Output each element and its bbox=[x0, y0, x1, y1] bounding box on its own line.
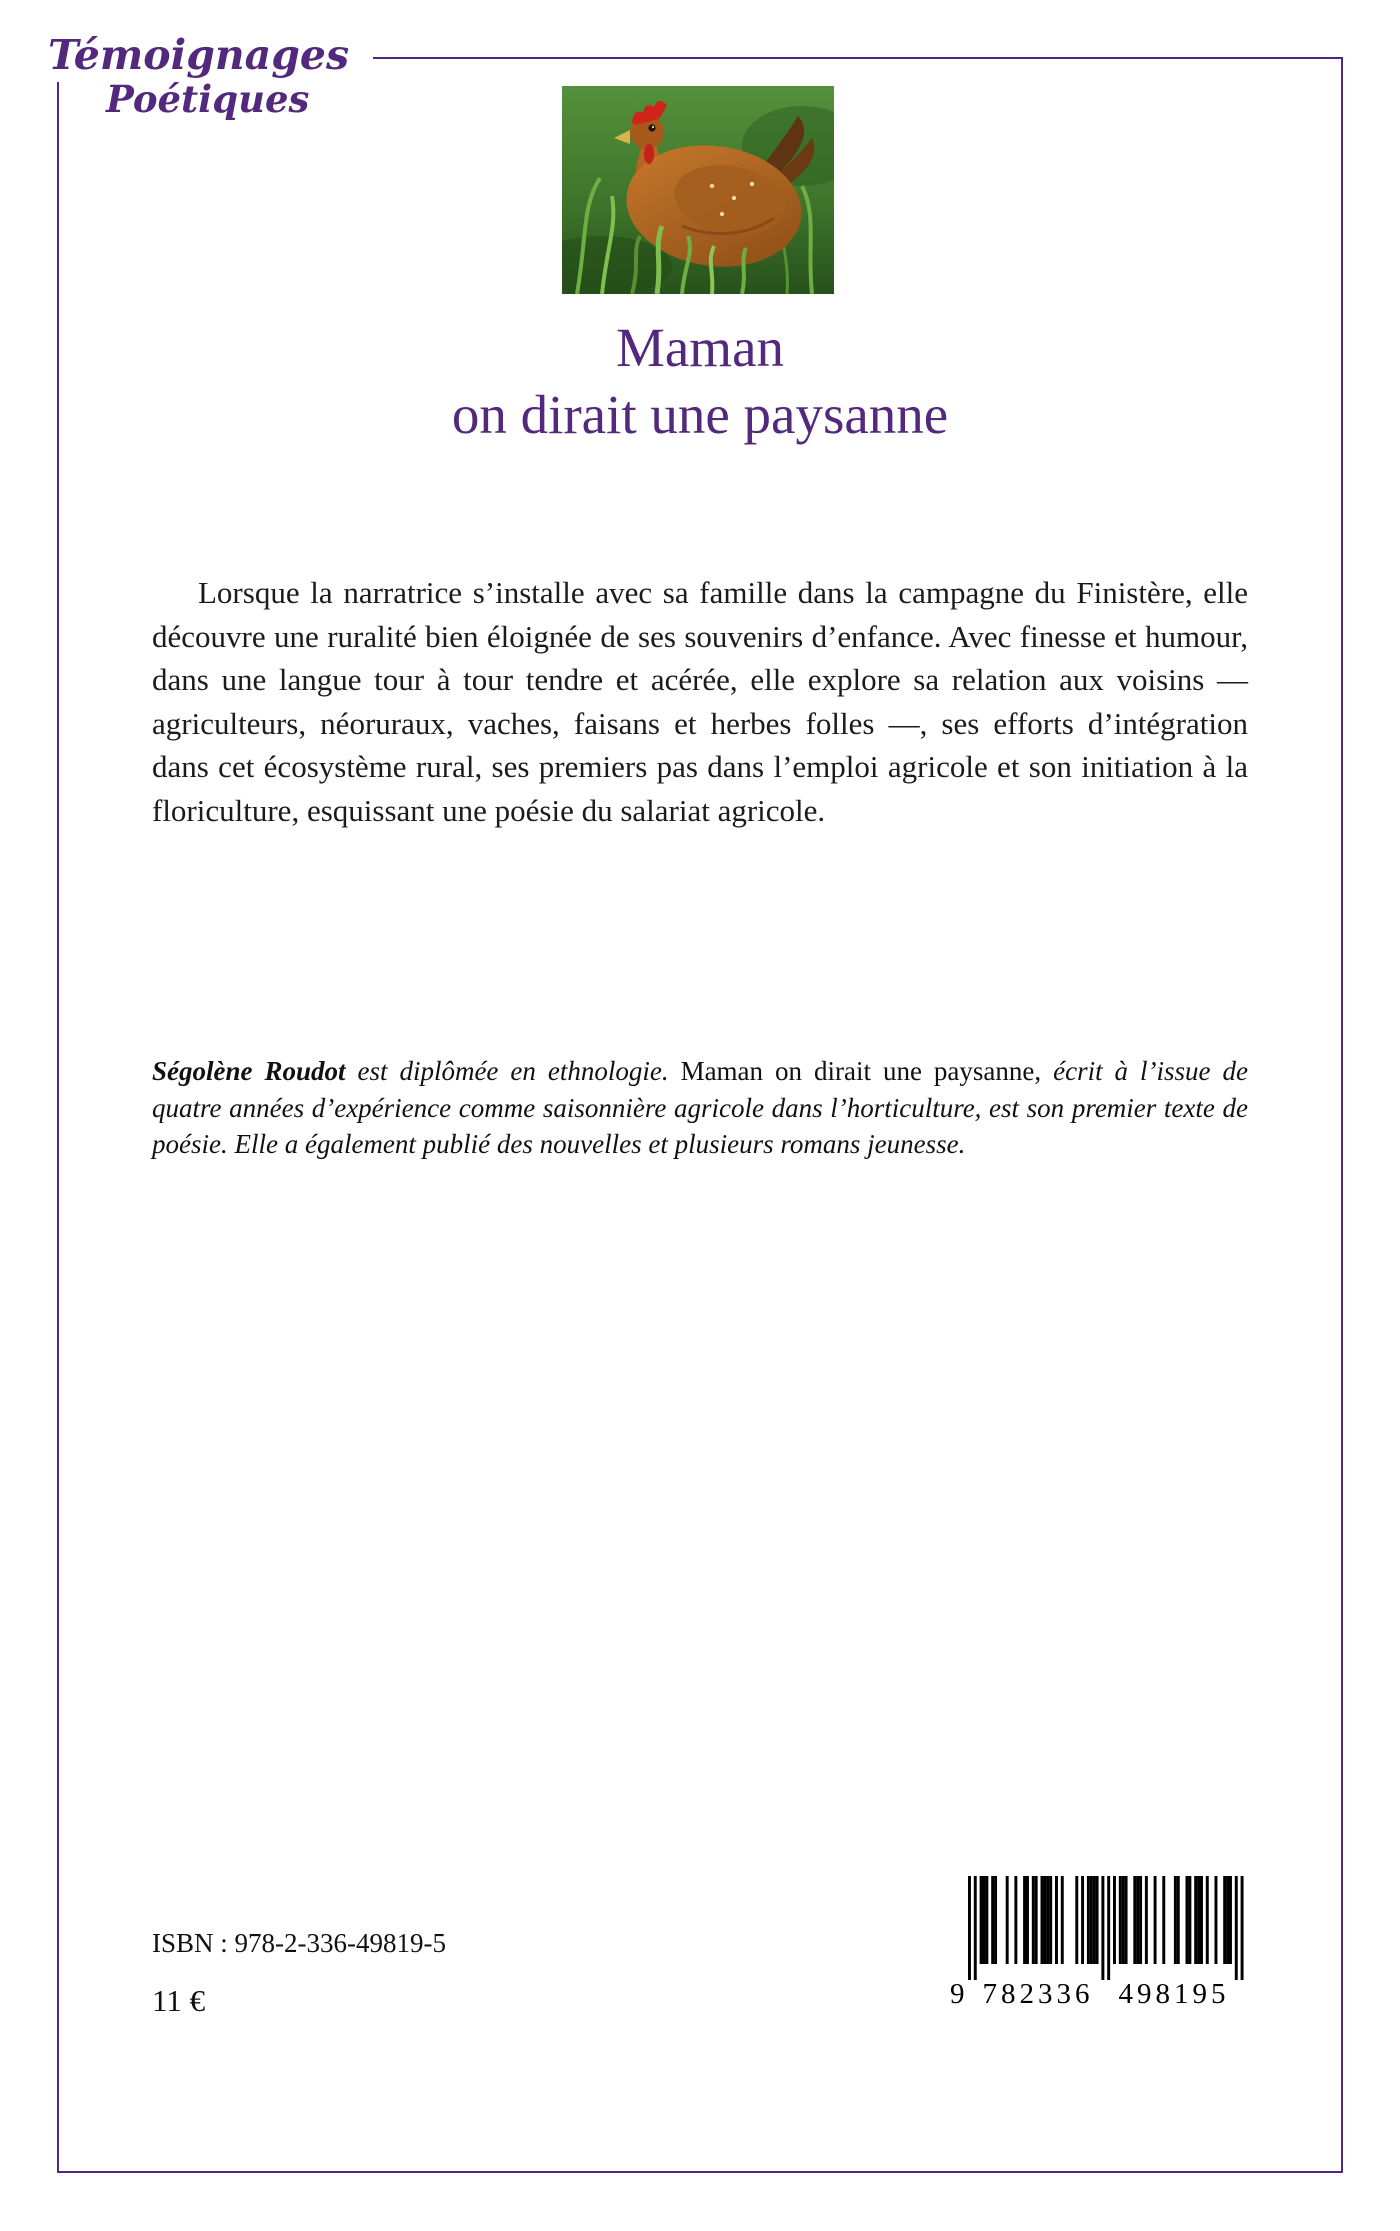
barcode-digit-first: 9 bbox=[950, 1978, 965, 2010]
price-text: 11 € bbox=[152, 1983, 206, 2018]
barcode-digits-right: 498195 bbox=[1118, 1978, 1230, 2010]
barcode-bars bbox=[952, 1876, 1244, 1980]
bio-book-title: Maman on dirait une paysanne, bbox=[680, 1056, 1042, 1086]
collection-name-line2: Poétiques bbox=[106, 77, 310, 121]
barcode-digits-left: 782336 bbox=[982, 1978, 1094, 2010]
book-title-line1: Maman bbox=[615, 317, 784, 378]
collection-logo bbox=[42, 30, 373, 120]
author-name: Ségolène Roudot bbox=[152, 1056, 346, 1086]
book-title bbox=[0, 314, 1400, 448]
collection-name-line1: Témoignages bbox=[42, 30, 373, 82]
author-bio bbox=[152, 1053, 1248, 1163]
book-title-line2: on dirait une paysanne bbox=[451, 384, 949, 445]
hen-in-grass-illustration bbox=[562, 86, 834, 294]
bio-text-2: écrit à l’issue de quatre années d’expérience comme saisonnière agricole dans l’horticulture, est son premier texte de poésie. Elle a également publié des nouvelles et plusieurs romans jeunesse. bbox=[152, 1056, 1248, 1159]
isbn-text: ISBN : 978-2-336-49819-5 bbox=[152, 1928, 446, 1958]
hen-photo bbox=[562, 86, 834, 294]
ean13-barcode bbox=[952, 1876, 1244, 2008]
bio-text-1: est diplômée en ethnologie. bbox=[345, 1056, 681, 1086]
back-cover-blurb: Lorsque la narratrice s’installe avec sa famille dans la campagne du Finistère, elle découvre une ruralité bien éloignée de ses souvenirs d’enfance. Avec finesse et humour, dans une langue tour à tour tendre et acérée, elle explore sa relation aux voisins — agriculteurs, néoruraux, vaches, faisans et herbes folles —, ses efforts d’intégration dans cet écosystème rural, ses premiers pas dans l’emploi agricole et son initiation à la floriculture, esquissant une poésie du salariat agricole. bbox=[152, 575, 1248, 828]
